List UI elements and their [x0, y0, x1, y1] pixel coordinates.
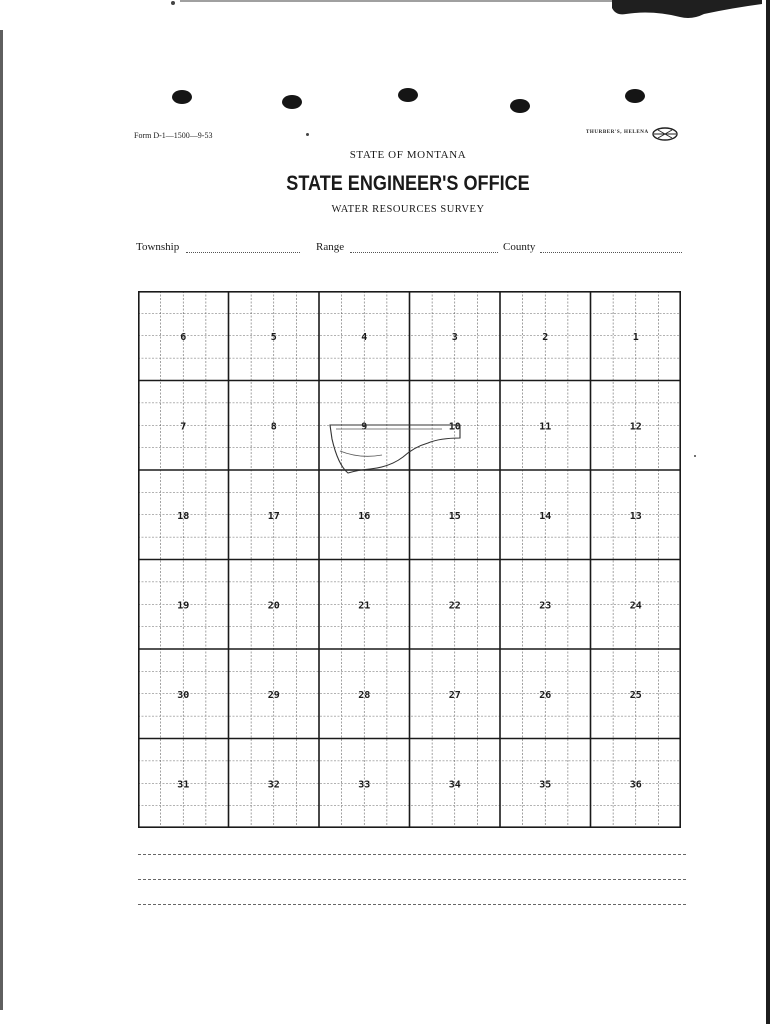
section-number: 33	[358, 779, 371, 791]
office-title: STATE ENGINEER'S OFFICE	[286, 172, 530, 195]
section-number: 16	[358, 510, 371, 522]
section-number: 4	[361, 331, 368, 343]
section-number: 8	[270, 421, 277, 433]
survey-subtitle: WATER RESOURCES SURVEY	[331, 204, 485, 215]
section-number: 35	[539, 779, 552, 791]
section-number: 7	[180, 421, 187, 433]
notes-line[interactable]	[138, 879, 686, 880]
county-field[interactable]	[540, 252, 682, 253]
section-number: 29	[267, 689, 280, 701]
county-label: County	[503, 241, 536, 253]
township-grid	[138, 291, 681, 828]
range-field[interactable]	[350, 252, 498, 253]
page-shadow	[180, 0, 640, 2]
page-edge	[0, 30, 3, 1010]
township-field[interactable]	[186, 252, 300, 253]
range-label: Range	[316, 241, 345, 253]
township-label: Township	[136, 241, 180, 253]
state-heading: STATE OF MONTANA	[349, 149, 467, 161]
section-number: 28	[358, 689, 371, 701]
section-number: 13	[629, 510, 642, 522]
section-number: 36	[629, 779, 642, 791]
section-number: 5	[270, 331, 277, 343]
union-label-icon	[650, 124, 680, 144]
section-number: 31	[177, 779, 190, 791]
section-number: 27	[448, 689, 461, 701]
section-number: 25	[629, 689, 642, 701]
section-number: 3	[451, 331, 458, 343]
punch-hole	[625, 89, 645, 103]
printer-imprint: THURBER'S, HELENA	[586, 130, 649, 135]
form-number: Form D-1—1500—9-53	[134, 131, 213, 140]
section-number: 26	[539, 689, 552, 701]
speck	[171, 1, 175, 5]
section-number: 30	[177, 689, 190, 701]
section-number: 10	[448, 421, 461, 433]
punch-hole	[172, 90, 192, 104]
punch-hole	[282, 95, 302, 109]
section-number: 23	[539, 600, 552, 612]
section-number: 17	[267, 510, 280, 522]
torn-corner-mark	[612, 0, 762, 22]
section-number: 18	[177, 510, 190, 522]
punch-hole	[398, 88, 418, 102]
speck	[306, 133, 309, 136]
section-number: 21	[358, 600, 371, 612]
section-number: 19	[177, 600, 190, 612]
section-number: 11	[539, 421, 552, 433]
punch-hole	[510, 99, 530, 113]
notes-line[interactable]	[138, 854, 686, 855]
section-number: 6	[180, 331, 187, 343]
section-number: 20	[267, 600, 280, 612]
section-number: 32	[267, 779, 280, 791]
notes-line[interactable]	[138, 904, 686, 905]
section-number: 9	[361, 421, 368, 433]
water-boundary-sketch	[330, 425, 460, 473]
section-number: 2	[542, 331, 549, 343]
section-number: 34	[448, 779, 461, 791]
sketch-detail	[336, 429, 442, 456]
section-number: 12	[629, 421, 642, 433]
section-number: 14	[539, 510, 552, 522]
section-number: 24	[629, 600, 642, 612]
speck	[694, 455, 696, 457]
section-number: 22	[448, 600, 461, 612]
section-number: 1	[632, 331, 639, 343]
section-number: 15	[448, 510, 461, 522]
